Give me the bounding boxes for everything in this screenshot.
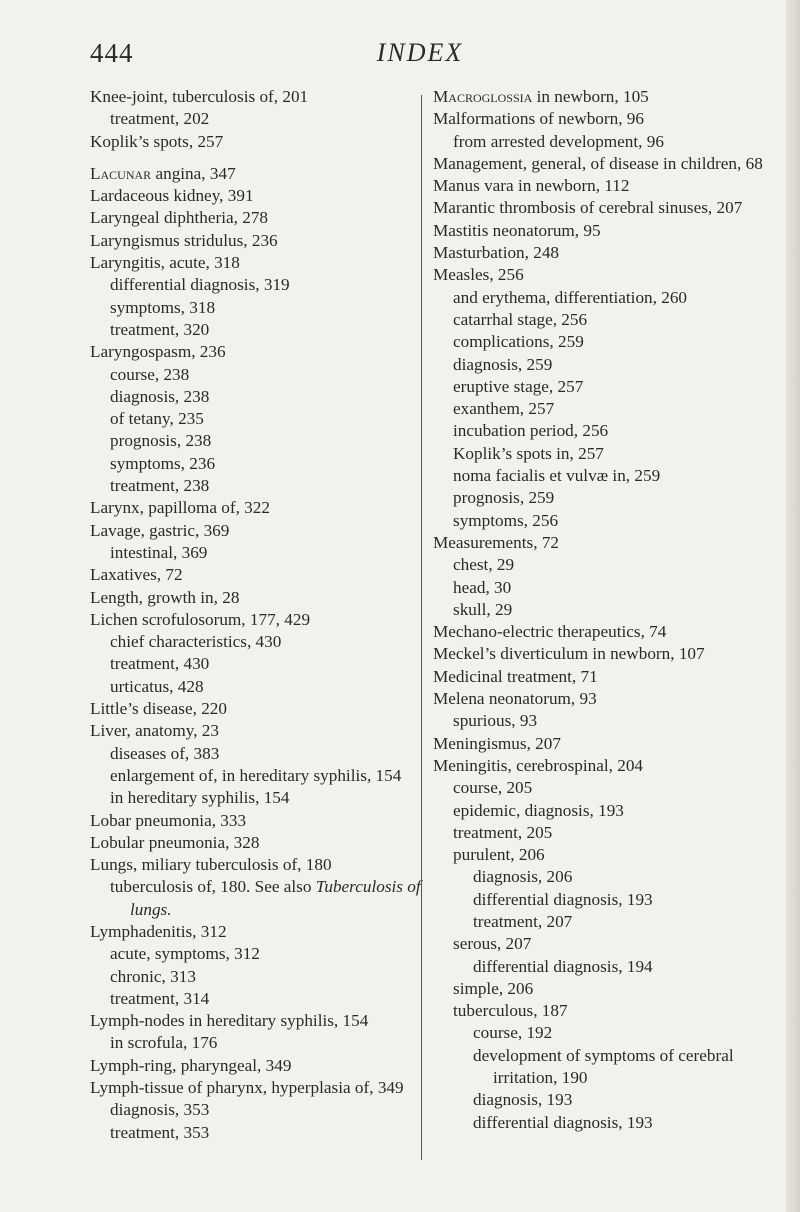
index-entry: Lardaceous kidney, 391: [90, 186, 254, 206]
index-subentry: chief characteristics, 430: [110, 632, 282, 652]
index-entry: Liver, anatomy, 23: [90, 721, 219, 741]
index-entry: Lobar pneumonia, 333: [90, 810, 247, 830]
index-subentry: treatment, 353: [110, 1122, 210, 1142]
index-entry: Laxatives, 72: [90, 565, 183, 585]
index-subentry: course, 192: [473, 1023, 553, 1043]
index-subentry: differential diagnosis, 193: [473, 889, 653, 909]
index-subentry: head, 30: [453, 577, 512, 597]
index-column-right: [433, 86, 768, 1134]
index-entry: Lacunar angina, 347: [90, 163, 236, 183]
index-subentry: intestinal, 369: [110, 542, 208, 562]
index-entry: Laryngitis, acute, 318: [90, 253, 240, 273]
index-subentry: course, 205: [453, 778, 533, 798]
index-entry: Management, general, of disease in children, 68: [433, 153, 763, 173]
index-entry: Lavage, gastric, 369: [90, 520, 230, 540]
index-subentry: diagnosis, 193: [473, 1090, 573, 1110]
index-subentry: of tetany, 235: [110, 409, 204, 429]
index-subentry: prognosis, 259: [453, 488, 555, 508]
index-subentry: and erythema, differentiation, 260: [453, 287, 688, 307]
index-entry: Malformations of newborn, 96: [433, 109, 644, 129]
index-subentry: serous, 207: [453, 934, 532, 954]
index-subentry: catarrhal stage, 256: [453, 309, 588, 329]
index-subentry: treatment, 314: [110, 988, 210, 1008]
index-column-left: [90, 86, 425, 1144]
index-entry: Measurements, 72: [433, 532, 560, 552]
index-entry: Meningismus, 207: [433, 733, 561, 753]
index-subentry: exanthem, 257: [453, 399, 555, 419]
index-entry: Lichen scrofulosorum, 177, 429: [90, 609, 311, 629]
index-entry: Mastitis neonatorum, 95: [433, 220, 601, 240]
index-subentry: diagnosis, 238: [110, 386, 210, 406]
index-subentry: prognosis, 238: [110, 431, 212, 451]
index-entry: Meningitis, cerebrospinal, 204: [433, 755, 644, 775]
page-header: [90, 38, 730, 78]
index-subentry: symptoms, 256: [453, 510, 559, 530]
index-subentry: eruptive stage, 257: [453, 376, 584, 396]
index-subentry: differential diagnosis, 193: [473, 1112, 653, 1132]
index-subentry: from arrested development, 96: [453, 131, 664, 151]
index-subentry: simple, 206: [453, 978, 534, 998]
index-subentry: urticatus, 428: [110, 676, 204, 696]
index-subentry: incubation period, 256: [453, 421, 609, 441]
index-subentry: complications, 259: [453, 332, 584, 352]
index-entry: Lymphadenitis, 312: [90, 921, 227, 941]
index-entry: Masturbation, 248: [433, 243, 560, 263]
index-subentry: purulent, 206: [453, 845, 545, 865]
index-entry: Lymph-ring, pharyngeal, 349: [90, 1055, 292, 1075]
index-subentry: diseases of, 383: [110, 743, 220, 763]
index-subentry: diagnosis, 206: [473, 867, 573, 887]
index-entry: Laryngeal diphtheria, 278: [90, 208, 269, 228]
index-entry: Larynx, papilloma of, 322: [90, 498, 270, 518]
index-subentry: in scrofula, 176: [110, 1033, 218, 1053]
index-subentry: chronic, 313: [110, 966, 196, 986]
index-subentry: treatment, 320: [110, 319, 210, 339]
index-subentry: spurious, 93: [453, 711, 538, 731]
index-subentry: tuberculous, 187: [453, 1001, 568, 1021]
index-entry: Mechano-electric therapeutics, 74: [433, 622, 667, 642]
index-subentry: enlargement of, in hereditary syphilis, 154: [110, 765, 402, 785]
index-entry: Lymph-nodes in hereditary syphilis, 154: [90, 1011, 369, 1031]
index-entry: Medicinal treatment, 71: [433, 666, 598, 686]
index-subentry: symptoms, 236: [110, 453, 216, 473]
index-entry: Lobular pneumonia, 328: [90, 832, 260, 852]
index-entry: Koplik’s spots, 257: [90, 131, 224, 151]
index-entry: Lungs, miliary tuberculosis of, 180: [90, 855, 332, 875]
index-subentry: course, 238: [110, 364, 190, 384]
index-subentry: treatment, 202: [110, 109, 210, 129]
index-subentry: epidemic, diagnosis, 193: [453, 800, 624, 820]
index-subentry: diagnosis, 259: [453, 354, 553, 374]
index-subentry: in hereditary syphilis, 154: [110, 788, 290, 808]
index-subentry: symptoms, 318: [110, 297, 216, 317]
index-entry: Melena neonatorum, 93: [433, 689, 597, 709]
index-subentry: development of symptoms of cerebral irritation, 190: [473, 1045, 734, 1088]
index-entry: Manus vara in newborn, 112: [433, 176, 630, 196]
index-entry: Macroglossia in newborn, 105: [433, 87, 649, 106]
index-entry: Marantic thrombosis of cerebral sinuses, 207: [433, 198, 743, 218]
index-subentry: Koplik’s spots in, 257: [453, 443, 604, 463]
index-entry: Length, growth in, 28: [90, 587, 240, 607]
page-number: 444: [90, 38, 134, 68]
column-divider: [421, 95, 422, 1160]
index-entry: Meckel’s diverticulum in newborn, 107: [433, 644, 705, 664]
running-head: INDEX: [376, 38, 464, 67]
index-subentry: tuberculosis of, 180. See also Tuberculosis of lungs.: [110, 877, 421, 919]
index-entry: Knee-joint, tuberculosis of, 201: [90, 87, 309, 106]
index-subentry: skull, 29: [453, 599, 513, 619]
index-subentry: noma facialis et vulvæ in, 259: [453, 466, 661, 486]
page-edge: [786, 0, 800, 1212]
index-subentry: treatment, 205: [453, 822, 553, 842]
index-subentry: treatment, 238: [110, 476, 210, 496]
index-subentry: treatment, 207: [473, 911, 573, 931]
index-subentry: acute, symptoms, 312: [110, 944, 260, 964]
cross-reference: Tuberculosis of lungs.: [130, 877, 421, 919]
index-subentry: differential diagnosis, 319: [110, 275, 290, 295]
index-entry: Laryngismus stridulus, 236: [90, 230, 278, 250]
index-subentry: chest, 29: [453, 555, 515, 575]
index-entry: Lymph-tissue of pharynx, hyperplasia of, 349: [90, 1078, 404, 1098]
index-subentry: diagnosis, 353: [110, 1100, 210, 1120]
index-subentry: differential diagnosis, 194: [473, 956, 653, 976]
index-entry: Laryngospasm, 236: [90, 342, 226, 362]
index-entry: Little’s disease, 220: [90, 699, 227, 719]
index-entry: Measles, 256: [433, 265, 524, 285]
index-subentry: treatment, 430: [110, 654, 210, 674]
